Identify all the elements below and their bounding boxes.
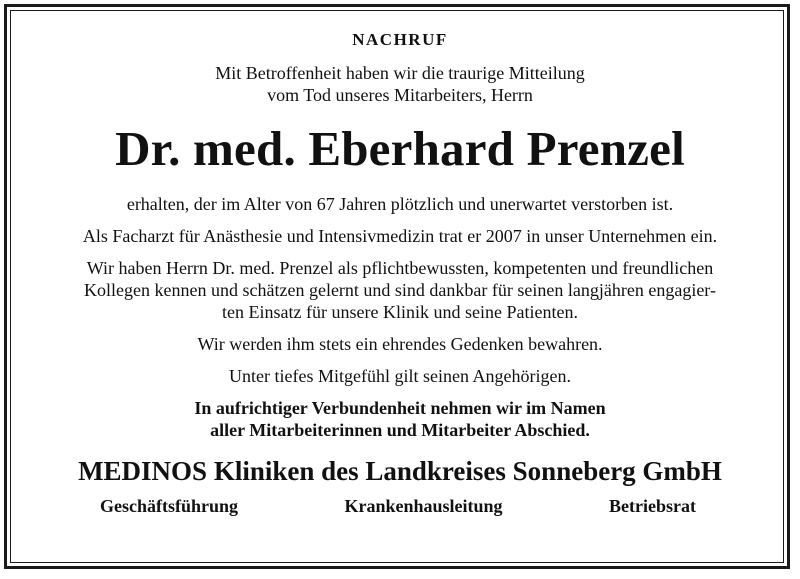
signer-works-council: Betriebsrat (609, 496, 696, 516)
paragraph-tribute (14, 257, 786, 323)
intro-text (14, 62, 786, 106)
paragraph-age (14, 193, 786, 215)
paragraph-line: erhalten, der im Alter von 67 Jahren plötzlich und unerwartet verstorben ist. (126, 194, 674, 214)
paragraph-line: ten Einsatz für unsere Klinik und seine Patienten. (222, 302, 578, 322)
paragraph-line: Wir haben Herrn Dr. med. Prenzel als pflichtbewussten, kompetenten und freundlichen (86, 258, 714, 278)
intro-line: Mit Betroffenheit haben wir die traurige Mitteilung (215, 63, 585, 83)
paragraph-line: Wir werden ihm stets ein ehrendes Gedenken bewahren. (197, 334, 603, 354)
paragraph-career (14, 225, 786, 247)
paragraph-remembrance (14, 333, 786, 355)
paragraph-line: Unter tiefes Mitgefühl gilt seinen Angehörigen. (229, 366, 571, 386)
organization-name: MEDINOS Kliniken des Landkreises Sonneberg GmbH (78, 456, 722, 486)
signers-row (14, 495, 786, 517)
signer-management: Geschäftsführung (100, 496, 239, 516)
intro-line: vom Tod unseres Mitarbeiters, Herrn (267, 85, 533, 105)
deceased-name: Dr. med. Eberhard Prenzel (115, 121, 685, 176)
farewell-text (14, 397, 786, 441)
paragraph-condolence (14, 365, 786, 387)
signer-hospital-board: Krankenhausleitung (344, 496, 503, 516)
paragraph-line: Kollegen kennen und schätzen gelernt und sind dankbar für seinen langjähren engagier- (84, 280, 716, 300)
obituary-notice (14, 14, 786, 566)
notice-heading: NACHRUF (352, 30, 448, 49)
paragraph-line: Als Facharzt für Anästhesie und Intensivmedizin trat er 2007 in unser Unternehmen ein. (82, 226, 718, 246)
farewell-line: In aufrichtiger Verbundenheit nehmen wir im Namen (194, 398, 606, 418)
farewell-line: aller Mitarbeiterinnen und Mitarbeiter Abschied. (210, 420, 590, 440)
